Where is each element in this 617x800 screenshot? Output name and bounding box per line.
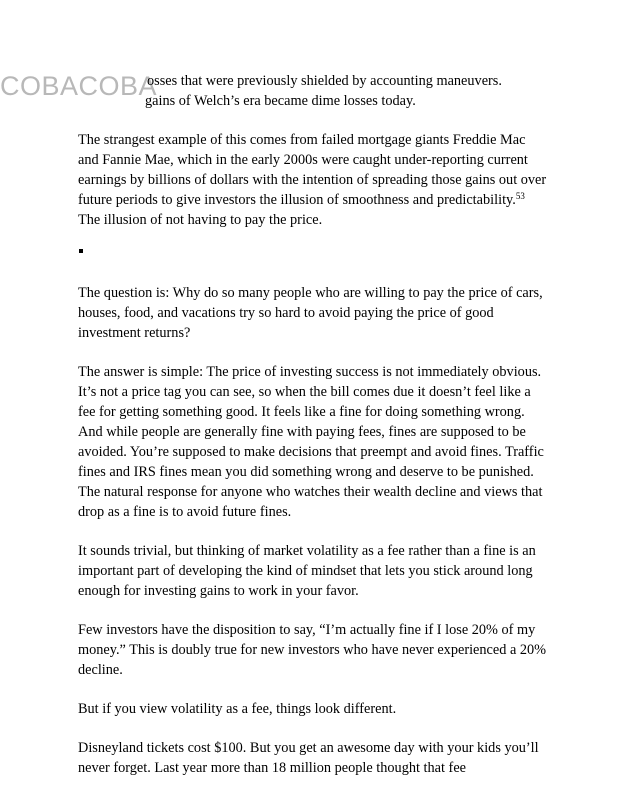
document-page xyxy=(78,71,548,797)
section-divider-mark xyxy=(79,249,83,253)
paragraph-fee-vs-fine: It sounds trivial, but thinking of market volatility as a fee rather than a fine is an important part of developing the kind of mindset that lets you stick around long enough for investing gains to work in your favor. xyxy=(78,543,536,599)
paragraph-question: The question is: Why do so many people who are willing to pay the price of cars, houses, food, and vacations try so hard to avoid paying the price of good investment returns? xyxy=(78,285,543,341)
paragraph-tail: The illusion of not having to pay the price. xyxy=(78,212,323,228)
paragraph-text: The strangest example of this comes from failed mortgage giants Freddie Mac and Fannie Mae, which in the early 2000s were caught under-reporting current earnings by billions of dollars with the intention of spreading those gains out over future periods to give investors the illusion of smoothness and predictability. xyxy=(78,132,547,208)
paragraph-disneyland: Disneyland tickets cost $100. But you get an awesome day with your kids you’ll never forget. Last year more than 18 million people thought that fee xyxy=(78,740,539,776)
paragraph-freddie-mac xyxy=(78,130,548,230)
paragraph-few-investors: Few investors have the disposition to say, “I’m actually fine if I lose 20% of my money.” This is doubly true for new investors who have never experienced a 20% decline. xyxy=(78,622,547,678)
paragraph-answer: The answer is simple: The price of investing success is not immediately obvious. It’s not a price tag you can see, so when the bill comes due it doesn’t feel like a fee for getting something good. It feels like a fine for doing something wrong. And while people are generally fine with paying fees, fines are supposed to be avoided. You’re supposed to make decisions that preempt and avoid fines. Traffic fines and IRS fines mean you did something wrong and deserve to be punished. The natural response for anyone who watches their wealth decline and views that drop as a fine is to avoid future fines. xyxy=(78,364,544,520)
watermark-text: COBACOBA xyxy=(0,71,158,101)
paragraph-volatility-fee: But if you view volatility as a fee, things look different. xyxy=(78,701,397,717)
fragment-line-2: gains of Welch’s era became dime losses today. xyxy=(145,93,416,109)
footnote-ref[interactable]: 53 xyxy=(515,191,525,201)
fragment-line-1: osses that were previously shielded by accounting maneuvers. xyxy=(147,73,502,89)
carryover-fragment xyxy=(78,71,548,111)
